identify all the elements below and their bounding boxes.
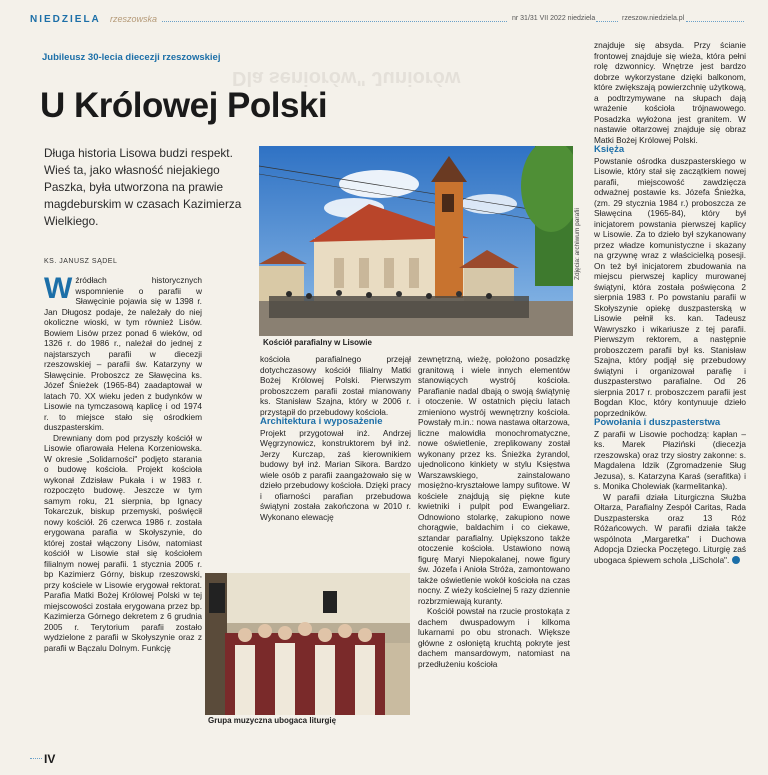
header-rule-right [596, 21, 618, 22]
drop-cap: W [44, 272, 73, 305]
col4-paragraph-2: Powstanie ośrodka duszpasterskiego w Lisowie, który stał się zaczątkiem nowej parafii, miejscowość zawdzięcza odważnej postawie ks. Józefa Śnieżka, (zm. 29 stycznia 1984 r.) proboszcza ze Sławęcina (1965-84), który był inicjatorem powstania pierwszej kaplicy w Lisowie. Za to dzieło był szykanowany przez władze komunistyczne i skazany na grzywnę wraz z właścicielką posesji. On też był inicjatorem zbudowania na miejscu pierwszej kaplicy murowanej świątyni, która została poświęcona 2 sierpnia 1983 r. Po powstaniu parafii w Skołyszynie opiekę duszpasterską w Lisowie pełnił ks. kan. Tadeusz Wawryszko i wikariusze z tej parafii. Pierwszym rektorem, a następnie proboszczem parafii był ks. Stanisław Szajna, który podjął się przebudowy świątyni i organizował parafię i duszpasterstwo parafialne. Od 26 sierpnia 2017 r. proboszczem parafii jest Bogdan Kloc, który kontynuuje dzieło poprzedników. [594, 155, 746, 418]
header-rule [162, 21, 507, 22]
page-number: IV [44, 752, 56, 766]
column-2 [260, 354, 411, 522]
choir-illustration [205, 573, 410, 715]
column-3 [418, 354, 570, 669]
col1-paragraph-2: Drewniany dom pod przyszły kościół w Lisowie ofiarowała Helena Korzeniowska. W okresie „Solidarności" podjęto starania o budowę kościoła. Projekt kościoła wykonał Zdzisław Pukała i w 1983 r. rozpoczęto budowę. Jeszcze w tym samym roku, 21 sierpnia, bp Ignacy Tokarczuk, biskup przemyski, poświęcił nowy kościół. 26 czerwca 1986 r. została erygowana parafia w Skołyszynie, do której został włączony Lisów, natomiast kościół w Lisowie stał się kościołem filialnym nowej parafii. 1 stycznia 2005 r. bp Kazimierz Górny, biskup rzeszowski, przy kościele w Lisowie erygował rektorat. Parafia Matki Bożej Królowej Polski w tej miejscowości została erygowana przez bp. Kazimierza Górnego dekretem z 6 grudnia 2005 r. Terytorium parafii zostało wydzielone z parafii w Skołyszynie oraz z parafii w Bączalu Dolnym. Funkcję [44, 432, 202, 653]
section-heading-vocations: Powołania i duszpasterstwa [594, 417, 721, 428]
church-photo [259, 146, 573, 336]
article-kicker: Jubileusz 30-lecia diecezji rzeszowskiej [42, 52, 221, 63]
site-url: rzeszow.niedziela.pl [622, 15, 685, 22]
col2-paragraph-2: Projekt przygotował inż. Andrzej Węgrzynowicz, konstruktorem był inż. Jerzy Kurczap, zaś kierownikiem budowy był inż. Marian Sikora. Bardzo wiele osób z parafii zaangażowało się w dzieło przebudowy kościoła. Dzięki pracy i ofiarności parafian przebudowa świątyni została zakończona w 2010 r. Wykonano elewację [260, 427, 411, 522]
col4-paragraph-3: Z parafii w Lisowie pochodzą: kapłan – ks. Marek Płaziński (diecezja rzeszowska) oraz trzy siostry zakonne: s. Magdalena Idzik (Zgromadzenie Sług Jezusa), s. Katarzyna Karaś (serafitka) i s. Monika Cholewiak (karmelitanka). [594, 428, 746, 491]
header-rule-right-2 [686, 21, 744, 22]
article-lead: Długa historia Lisowa budzi respekt. Wieś ta, jako własność niejakiego Paszka, była utworzona na prawie magdeburskim w czasach Kazimierza Wielkiego. [44, 146, 242, 228]
page-header [30, 14, 600, 28]
column-4 [594, 40, 746, 565]
church-illustration [259, 146, 573, 336]
column-1 [44, 272, 202, 653]
photo2-caption: Grupa muzyczna ubogaca liturgię [208, 716, 337, 725]
brand-name: NIEDZIELA [30, 14, 101, 25]
article-author: KS. JANUSZ SĄDEL [44, 258, 118, 265]
col4-paragraph-4: W parafii działa Liturgiczna Służba Ołtarza, Parafialny Zespół Caritas, Rada Duszpasterska oraz 13 Róż Różańcowych. W parafii działa także wspólnota „Margaretka" i Duchowa Adopcja Dziecka Poczętego. Liturgię zaś ubogaca śpiewem schola „LiSchola". [594, 491, 746, 565]
issue-info: nr 31/31 VII 2022 niedziela [512, 15, 596, 22]
article-title: U Królowej Polski [40, 86, 328, 125]
edition-name: rzeszowska [110, 14, 158, 24]
col3-paragraph-1: zewnętrzną, wieżę, położono posadzkę granitową i wiele innych elementów stanowiących wystrój kościoła. Parafianie nadal dbają o swoją świątynię i otoczenie. W ostatnich pięciu latach zmieniono wystrój wewnętrzny kościoła. Powstały m.in.: nowa nastawa ołtarzowa, liczne malowidła monochromatyczne, nowe oświetlenie, zreplikowany został wykonany przez ks. Śnieżka żyrandol, ujednolicono kinkiety w stylu Księstwa Warszawskiego, zainstalowano mosiężno-kryształowe lampy sufitowe. W kościele znajdują się piękne kute kwietniki i pulpit pod Ewangeliarz. Odnowiono stolarkę, zakupiono nowe chorągwie, baldachim i co ciekawe, sztandar parafialny. Upiększono także otoczenie kościoła. Ustawiono nową figurę Maryi Niepokalanej, nowe figury św. Józefa i Anioła Stróża, zamontowano także oświetlenie wokół kościoła na czas nocny. Z wieży kościelnej 5 razy dziennie rozbrzmiewają kuranty. [418, 354, 570, 606]
col2-paragraph-1: kościoła parafialnego przejął dotychczasowy kościół filialny Matki Bożej Królowej Polski. Pierwszym proboszczem parafii został mianowany ks. Stanisław Szajna, który w 2006 r. przystąpił do przebudowy kościoła. [260, 354, 411, 417]
photo-credit: Zdjęcia: archiwum parafii [574, 208, 581, 280]
footer-rule [30, 758, 42, 759]
col3-paragraph-2: Kościół powstał na rzucie prostokąta z dachem dwuspadowym i kilkoma lukarnami po obu stronach. Większe główne z osłoniętą kruchtą pokryte jest dachem mansardowym, natomiast na przedłużeniu kościoła [418, 606, 570, 669]
section-heading-architecture: Architektura i wyposażenie [260, 416, 383, 427]
photo1-caption: Kościół parafialny w Lisowie [263, 338, 372, 347]
col1-paragraph-1: Wźródłach historycznych wspomnienie o parafii w Sławęcinie pojawia się w 1398 r. Jan Długosz podaje, że należały do niej okoliczne wioski, w tym również Lisów. Bowiem Lisów przez ponad 6 wieków, od 1326 r. do 1986 r., należał do jednej z najstarszych parafii w diecezji rzeszowskiej – parafii św. Katarzyny w Sławęcinie. Proboszcz ze Sławęcina ks. Józef Śnieżek (1965-84) zaadaptował w latach 70. XX wieku jeden z budynków w Lisowie na tymczasową kaplicę i od 1974 r. to miejsce stało się ośrodkiem duszpasterskim. [44, 272, 202, 432]
show-through-text: Dla seniorów" Juniorów [232, 67, 461, 89]
col4-paragraph-1: znajduje się absyda. Przy ścianie frontowej znajduje się wieża, która pełni rolę dzwonnicy. Wnętrze jest bardzo dobrze wykorzystane dzięki balkonom, które zwiększają powierzchnię użytkową, a podtrzymywane na słupach dają wrażenie kościoła trójnawowego. Posadzka wyłożona jest granitem. W nastawie ołtarzowej znajduje się obraz Matki Bożej Królowej Polski. [594, 40, 746, 145]
end-mark-icon [732, 556, 740, 564]
choir-photo [205, 573, 410, 715]
section-heading-priests: Księża [594, 144, 625, 155]
